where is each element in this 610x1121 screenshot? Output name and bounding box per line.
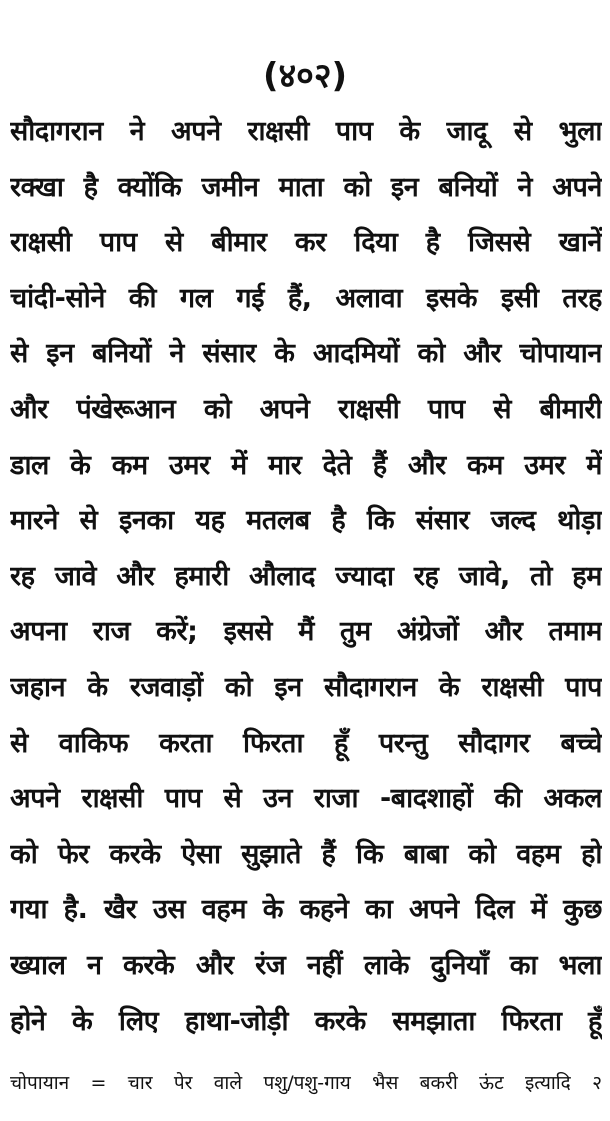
text-line: रह जावे और हमारी औलाद ज्यादा रह जावे, तो हम	[10, 560, 602, 592]
text-line: होने के लिए हाथा-जोड़ी करके समझाता फिरता हूँ	[10, 1005, 602, 1037]
text-line: और पंखेरूआन को अपने राक्षसी पाप से बीमारी	[10, 393, 602, 425]
text-line: सौदागरान ने अपने राक्षसी पाप के जादू से भुला	[10, 116, 602, 147]
text-line: चांदी-सोने की गल गई हैं, अलावा इसके इसी तरह	[10, 282, 602, 314]
text-line: रक्खा है क्योंकि जमीन माता को इन बनियों ने अपने	[10, 171, 602, 203]
body-text	[10, 104, 602, 1049]
text-line: राक्षसी पाप से बीमार कर दिया है जिससे खानें	[10, 227, 602, 259]
page-number: (४०२)	[262, 56, 348, 96]
footnote: चोपायान = चार पेर वाले पशु/पशु-गाय भैस बकरी ऊंट इत्यादि २	[10, 1072, 602, 1094]
text-line: डाल के कम उमर में मार देते हैं और कम उमर में	[10, 449, 602, 481]
text-line: अपना राज करें; इससे मैं तुम अंग्रेजों और तमाम	[10, 616, 602, 648]
text-line: से इन बनियों ने संसार के आदमियों को और चोपायान	[10, 338, 602, 370]
text-line: मारने से इनका यह मतलब है कि संसार जल्द थोड़ा	[10, 505, 602, 537]
text-line: ख्याल न करके और रंज नहीं लाके दुनियाँ का भला	[10, 949, 602, 981]
text-line: को फेर करके ऐसा सुझाते हैं कि बाबा को वहम हो	[10, 838, 602, 870]
text-line: गया है. खैर उस वहम के कहने का अपने दिल में कुछ	[10, 894, 602, 926]
text-line: से वाकिफ करता फिरता हूँ परन्तु सौदागर बच्चे	[10, 727, 602, 759]
text-line: अपने राक्षसी पाप से उन राजा -बादशाहों की अकल	[10, 783, 602, 815]
text-line: जहान के रजवाड़ों को इन सौदागरान के राक्षसी पाप	[10, 671, 602, 703]
